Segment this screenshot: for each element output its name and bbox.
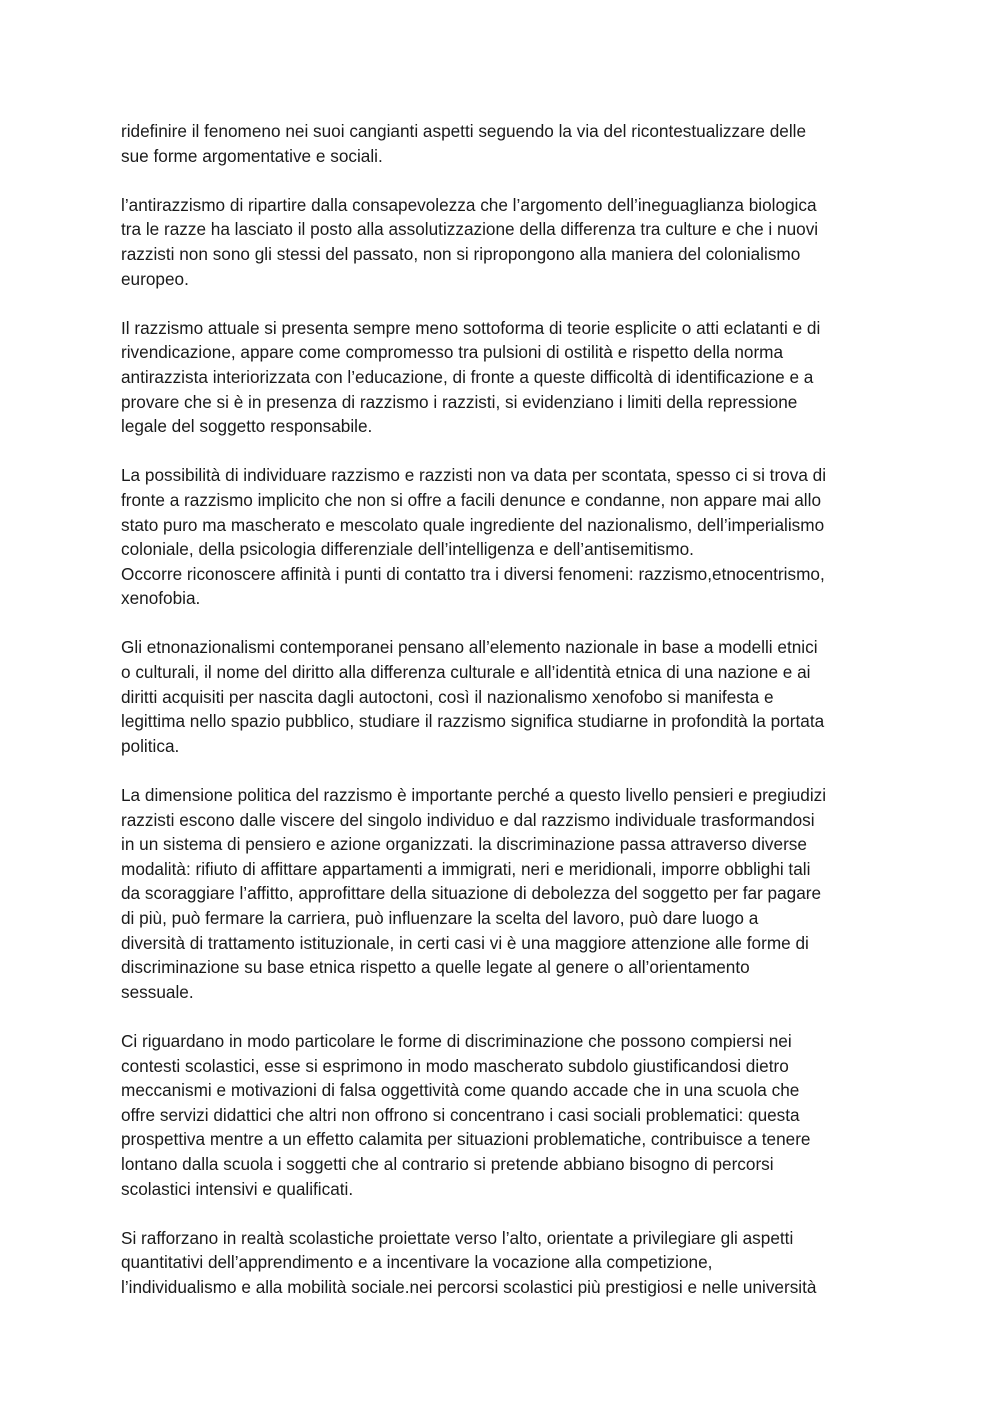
text-line: sessuale. (121, 981, 194, 1002)
text-line: diritti acquisiti per nascita dagli autoctoni, così il nazionalismo xenofobo si manifesta e (121, 686, 774, 707)
paragraph-2 (121, 193, 891, 291)
text-line: in un sistema di pensiero e azione organizzati. la discriminazione passa attraverso diverse (121, 834, 807, 855)
text-line: razzisti non sono gli stessi del passato, non si ripropongono alla maniera del colonialismo (121, 243, 801, 264)
text-line: legittima nello spazio pubblico, studiare il razzismo significa studiarne in profondità la portata (121, 711, 825, 732)
text-line: tra le razze ha lasciato il posto alla assolutizzazione della differenza tra culture e che i nuovi (121, 219, 819, 240)
paragraph-8 (121, 1226, 891, 1300)
text-line: quantitativi dell’apprendimento e a incentivare la vocazione alla competizione, (121, 1252, 713, 1273)
paragraph-7 (121, 1029, 891, 1201)
text-line: coloniale, della psicologia differenziale dell’intelligenza e dell’antisemitismo. (121, 539, 694, 560)
text-line: l’antirazzismo di ripartire dalla consapevolezza che l’argomento dell’ineguaglianza biologica (121, 194, 817, 215)
text-line: Gli etnonazionalismi contemporanei pensano all’elemento nazionale in base a modelli etnici (121, 637, 818, 658)
text-line: provare che si è in presenza di razzismo i razzisti, si evidenziano i limiti della repressione (121, 391, 798, 412)
text-line: meccanismi e motivazioni di falsa oggettività come quando accade che in una scuola che (121, 1080, 800, 1101)
text-line: Si rafforzano in realtà scolastiche proiettate verso l’alto, orientate a privilegiare gli aspetti (121, 1227, 794, 1248)
text-line: o culturali, il nome del diritto alla differenza culturale e all’identità etnica di una nazione e ai (121, 662, 811, 683)
text-line: contesti scolastici, esse si esprimono in modo mascherato subdolo giustificandosi dietro (121, 1055, 789, 1076)
text-line: antirazzista interiorizzata con l’educazione, di fronte a queste difficoltà di identificazione e a (121, 366, 814, 387)
text-line: rivendicazione, appare come compromesso tra pulsioni di ostilità e rispetto della norma (121, 342, 784, 363)
paragraph-3 (121, 316, 891, 439)
text-line: fronte a razzismo implicito che non si offre a facili denunce e condanne, non appare mai allo (121, 489, 822, 510)
text-line: diversità di trattamento istituzionale, in certi casi vi è una maggiore attenzione alle forme di (121, 932, 809, 953)
text-line: discriminazione su base etnica rispetto a quelle legate al genere o all’orientamento (121, 957, 750, 978)
text-line: l’individualismo e alla mobilità sociale.nei percorsi scolastici più prestigiosi e nelle università (121, 1276, 817, 1297)
text-line: scolastici intensivi e qualificati. (121, 1178, 354, 1199)
text-line: legale del soggetto responsabile. (121, 416, 373, 437)
text-line: La possibilità di individuare razzismo e razzisti non va data per scontata, spesso ci si trova di (121, 465, 827, 486)
paragraph-1 (121, 119, 891, 168)
text-line: da scoraggiare l’affitto, approfittare della situazione di debolezza del soggetto per far pagare (121, 883, 822, 904)
text-line: stato puro ma mascherato e mescolato quale ingrediente del nazionalismo, dell’imperialismo (121, 514, 825, 535)
text-line: Occorre riconoscere affinità i punti di contatto tra i diversi fenomeni: razzismo,etnocentrismo, (121, 563, 825, 584)
text-line: lontano dalla scuola i soggetti che al contrario si pretende abbiano bisogno di percorsi (121, 1153, 774, 1174)
text-line: ridefinire il fenomeno nei suoi cangianti aspetti seguendo la via del ricontestualizzare delle (121, 121, 807, 141)
text-line: prospettiva mentre a un effetto calamita per situazioni problematiche, contribuisce a tenere (121, 1129, 811, 1150)
document-page (121, 119, 891, 1300)
text-line: sue forme argomentative e sociali. (121, 145, 383, 166)
text-line: Ci riguardano in modo particolare le forme di discriminazione che possono compiersi nei (121, 1030, 792, 1051)
text-line: politica. (121, 735, 180, 756)
text-line: offre servizi didattici che altri non offrono si concentrano i casi sociali problematici: questa (121, 1104, 800, 1125)
paragraph-4 (121, 463, 891, 611)
text-line: di più, può fermare la carriera, può influenzare la scelta del lavoro, può dare luogo a (121, 908, 759, 928)
text-line: modalità: rifiuto di affittare appartamenti a immigrati, neri e meridionali, imporre obblighi tali (121, 858, 811, 879)
text-line: razzisti escono dalle viscere del singolo individuo e dal razzismo individuale trasformandosi (121, 809, 815, 830)
paragraph-5 (121, 635, 891, 758)
text-line: Il razzismo attuale si presenta sempre meno sottoforma di teorie esplicite o atti eclatanti e di (121, 317, 821, 338)
text-line: La dimensione politica del razzismo è importante perché a questo livello pensieri e pregiudizi (121, 785, 827, 806)
text-line: europeo. (121, 268, 189, 289)
text-line: xenofobia. (121, 588, 201, 609)
paragraph-6 (121, 783, 891, 1004)
